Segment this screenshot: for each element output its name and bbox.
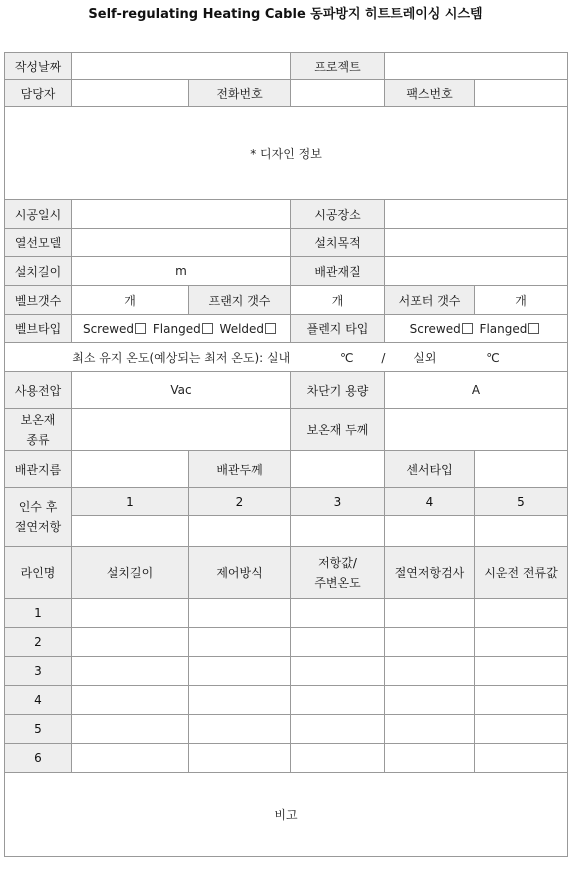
outdoor-unit: ℃ <box>486 350 500 365</box>
valve-type-options <box>72 315 291 343</box>
resistance-col-1: 1 <box>72 488 189 516</box>
after-handover-label: 인수 후 절연저항 <box>5 488 72 547</box>
pipe-diameter-field[interactable] <box>72 451 189 488</box>
line-number: 5 <box>5 715 72 744</box>
install-length-field[interactable] <box>72 257 291 286</box>
date-field[interactable] <box>72 53 291 80</box>
table-row <box>5 686 568 715</box>
row-line-header <box>5 547 568 599</box>
line-number: 4 <box>5 686 72 715</box>
outdoor-label: 실외 <box>413 350 437 365</box>
indoor-unit: ℃ <box>340 350 354 365</box>
row-resistance-values <box>5 516 568 547</box>
cell-insulation[interactable] <box>385 744 475 773</box>
manager-field[interactable] <box>72 80 189 107</box>
cell-control[interactable] <box>189 657 291 686</box>
cell-control[interactable] <box>189 599 291 628</box>
remarks-field[interactable] <box>5 773 568 857</box>
row-insulation <box>5 409 568 451</box>
flange-option-screwed: Screwed <box>410 322 476 336</box>
manager-label: 담당자 <box>5 80 72 107</box>
pipe-material-label: 배관재질 <box>291 257 385 286</box>
support-count-unit: 개 <box>515 293 527 308</box>
row-install-date <box>5 200 568 229</box>
phone-label: 전화번호 <box>189 80 291 107</box>
cell-current[interactable] <box>475 657 568 686</box>
resistance-value-4[interactable] <box>385 516 475 547</box>
cell-control[interactable] <box>189 715 291 744</box>
line-number: 6 <box>5 744 72 773</box>
table-row <box>5 599 568 628</box>
valve-option-flanged: Flanged <box>153 322 216 336</box>
amp-unit: A <box>471 383 481 397</box>
line-name-header: 라인명 <box>5 547 72 599</box>
cell-insulation[interactable] <box>385 628 475 657</box>
sensor-type-label: 센서타입 <box>385 451 475 488</box>
cable-model-label: 열선모델 <box>5 229 72 257</box>
row-voltage <box>5 372 568 409</box>
table-row <box>5 657 568 686</box>
min-temp-field[interactable] <box>5 343 568 372</box>
length-header: 설치길이 <box>72 547 189 599</box>
table-row <box>5 744 568 773</box>
cell-resistance[interactable] <box>291 715 385 744</box>
row-cable-model <box>5 229 568 257</box>
row-install-length <box>5 257 568 286</box>
cell-length[interactable] <box>72 628 189 657</box>
cable-model-field[interactable] <box>72 229 291 257</box>
resistance-value-5[interactable] <box>475 516 568 547</box>
row-date-project <box>5 53 568 80</box>
install-date-label: 시공일시 <box>5 200 72 229</box>
resistance-value-2[interactable] <box>189 516 291 547</box>
line-number: 3 <box>5 657 72 686</box>
checkbox-valve-welded[interactable] <box>265 323 276 334</box>
fax-label: 팩스번호 <box>385 80 475 107</box>
pipe-diameter-label: 배관지름 <box>5 451 72 488</box>
flange-option-flanged: Flanged <box>480 322 543 336</box>
install-purpose-label: 설치목적 <box>291 229 385 257</box>
cell-current[interactable] <box>475 744 568 773</box>
valve-option-screwed: Screwed <box>83 322 149 336</box>
row-remarks <box>5 773 568 857</box>
insulation-test-header: 절연저항검사 <box>385 547 475 599</box>
cell-current[interactable] <box>475 715 568 744</box>
resistance-temp-header: 저항값/ 주변온도 <box>291 547 385 599</box>
heating-cable-form <box>4 52 568 857</box>
cell-insulation[interactable] <box>385 657 475 686</box>
vac-unit: Vac <box>170 383 192 397</box>
document-title: Self-regulating Heating Cable 동파방지 히트트레이싱 시스템 <box>88 7 483 22</box>
cell-resistance[interactable] <box>291 657 385 686</box>
control-header: 제어방식 <box>189 547 291 599</box>
meter-unit: m <box>175 264 187 278</box>
install-place-field[interactable] <box>385 200 568 229</box>
checkbox-valve-flanged[interactable] <box>202 323 213 334</box>
pipe-material-field[interactable] <box>385 257 568 286</box>
resistance-value-3[interactable] <box>291 516 385 547</box>
row-pipe <box>5 451 568 488</box>
flange-count-unit: 개 <box>331 293 344 308</box>
cell-length[interactable] <box>72 686 189 715</box>
valve-option-welded: Welded <box>220 322 280 336</box>
cell-length[interactable] <box>72 715 189 744</box>
design-info-field[interactable] <box>5 107 568 200</box>
cell-length[interactable] <box>72 599 189 628</box>
breaker-label: 차단기 용량 <box>291 372 385 409</box>
project-label: 프로젝트 <box>291 53 385 80</box>
cell-resistance[interactable] <box>291 599 385 628</box>
cell-length[interactable] <box>72 744 189 773</box>
cell-control[interactable] <box>189 686 291 715</box>
project-field[interactable] <box>385 53 568 80</box>
valve-type-label: 벨브타입 <box>5 315 72 343</box>
row-min-temp <box>5 343 568 372</box>
cell-insulation[interactable] <box>385 686 475 715</box>
valve-count-field[interactable] <box>72 286 189 315</box>
cell-current[interactable] <box>475 599 568 628</box>
voltage-field[interactable] <box>72 372 291 409</box>
current-header: 시운전 전류값 <box>475 547 568 599</box>
cell-control[interactable] <box>189 628 291 657</box>
insulation-thickness-field[interactable] <box>385 409 568 451</box>
checkbox-flange-flanged[interactable] <box>528 323 539 334</box>
pipe-thickness-label: 배관두께 <box>189 451 291 488</box>
min-temp-label: 최소 유지 온도(예상되는 최저 온도): 실내 <box>72 350 291 365</box>
flange-type-options <box>385 315 568 343</box>
flange-count-field[interactable] <box>291 286 385 315</box>
cell-insulation[interactable] <box>385 715 475 744</box>
insulation-type-field[interactable] <box>72 409 291 451</box>
insulation-type-label: 보온재 종류 <box>5 409 72 451</box>
table-row <box>5 628 568 657</box>
design-info-label: * 디자인 정보 <box>250 146 322 161</box>
resistance-value-1[interactable] <box>72 516 189 547</box>
temp-separator: / <box>381 350 386 365</box>
resistance-col-5: 5 <box>475 488 568 516</box>
cell-control[interactable] <box>189 744 291 773</box>
cell-resistance[interactable] <box>291 686 385 715</box>
cell-length[interactable] <box>72 657 189 686</box>
remarks-label: 비고 <box>274 808 298 822</box>
flange-type-label: 플렌지 타입 <box>291 315 385 343</box>
cell-current[interactable] <box>475 686 568 715</box>
insulation-thickness-label: 보온재 두께 <box>291 409 385 451</box>
install-date-field[interactable] <box>72 200 291 229</box>
resistance-col-4: 4 <box>385 488 475 516</box>
flange-count-label: 프랜지 갯수 <box>189 286 291 315</box>
checkbox-valve-screwed[interactable] <box>135 323 146 334</box>
install-length-label: 설치길이 <box>5 257 72 286</box>
sensor-type-field[interactable] <box>475 451 568 488</box>
install-purpose-field[interactable] <box>385 229 568 257</box>
cell-resistance[interactable] <box>291 628 385 657</box>
row-resistance-header <box>5 488 568 516</box>
fax-field[interactable] <box>475 80 568 107</box>
row-counts <box>5 286 568 315</box>
cell-current[interactable] <box>475 628 568 657</box>
cell-insulation[interactable] <box>385 599 475 628</box>
row-design-info <box>5 107 568 200</box>
date-label: 작성날짜 <box>5 53 72 80</box>
support-count-label: 서포터 갯수 <box>385 286 475 315</box>
table-row <box>5 715 568 744</box>
row-types <box>5 315 568 343</box>
row-manager <box>5 80 568 107</box>
voltage-label: 사용전압 <box>5 372 72 409</box>
valve-count-unit: 개 <box>124 293 136 308</box>
install-place-label: 시공장소 <box>291 200 385 229</box>
cell-resistance[interactable] <box>291 744 385 773</box>
line-number: 1 <box>5 599 72 628</box>
breaker-field[interactable] <box>385 372 568 409</box>
valve-count-label: 벨브갯수 <box>5 286 72 315</box>
line-number: 2 <box>5 628 72 657</box>
resistance-col-2: 2 <box>189 488 291 516</box>
phone-field[interactable] <box>291 80 385 107</box>
checkbox-flange-screwed[interactable] <box>462 323 473 334</box>
pipe-thickness-field[interactable] <box>291 451 385 488</box>
resistance-col-3: 3 <box>291 488 385 516</box>
support-count-field[interactable] <box>475 286 568 315</box>
